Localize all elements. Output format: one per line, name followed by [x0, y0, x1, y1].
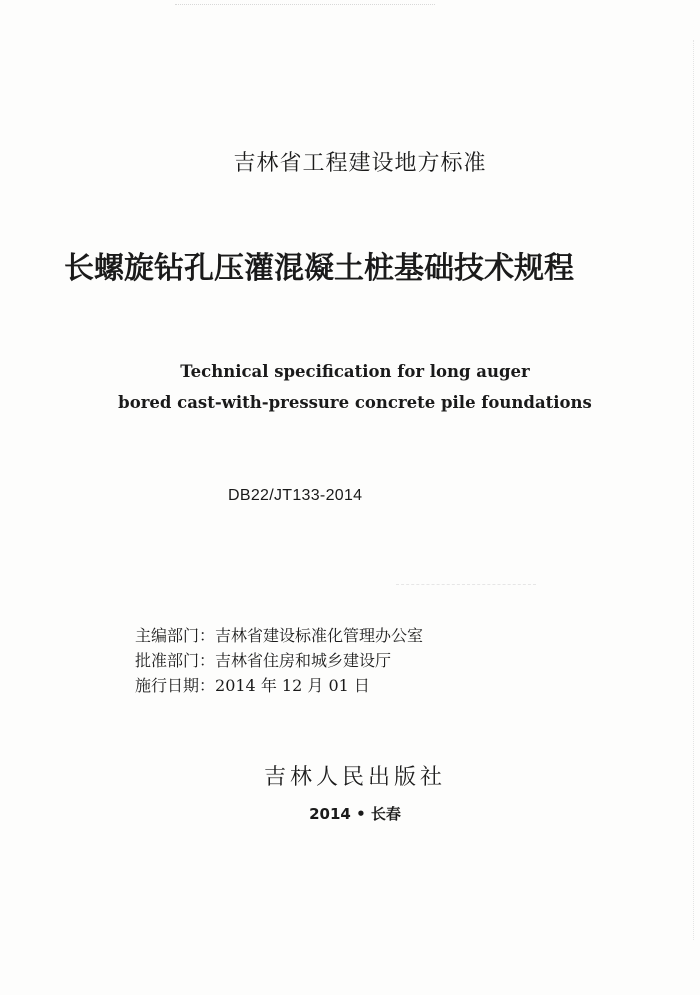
- series-title: 吉林省工程建设地方标准: [233, 151, 487, 176]
- document-title-english-line2: bored cast-with-pressure concrete pile foundations: [118, 393, 592, 412]
- scan-artifact-top: [175, 4, 435, 7]
- publisher-name: 吉林人民出版社: [263, 765, 446, 790]
- publication-info: [135, 623, 423, 698]
- info-label: 主编部门：: [135, 626, 216, 645]
- info-label: 批准部门：: [135, 651, 216, 670]
- info-value: 吉林省建设标准化管理办公室: [215, 626, 424, 645]
- info-row-effective-date: [135, 673, 423, 698]
- info-label: 施行日期：: [135, 676, 216, 695]
- scan-artifact-dash: [396, 584, 536, 586]
- info-value: 吉林省住房和城乡建设厅: [215, 651, 392, 670]
- info-row-approval-department: [135, 648, 423, 673]
- document-title-english-line1: Technical specification for long auger: [180, 362, 530, 381]
- info-row-chief-department: [135, 623, 423, 648]
- document-title-chinese: 长螺旋钻孔压灌混凝土桩基础技术规程: [64, 251, 574, 286]
- info-value: 2014 年 12 月 01 日: [215, 676, 370, 695]
- publication-year-place: 2014 • 长春: [309, 805, 401, 823]
- standard-code: DB22/JT133-2014: [228, 487, 363, 504]
